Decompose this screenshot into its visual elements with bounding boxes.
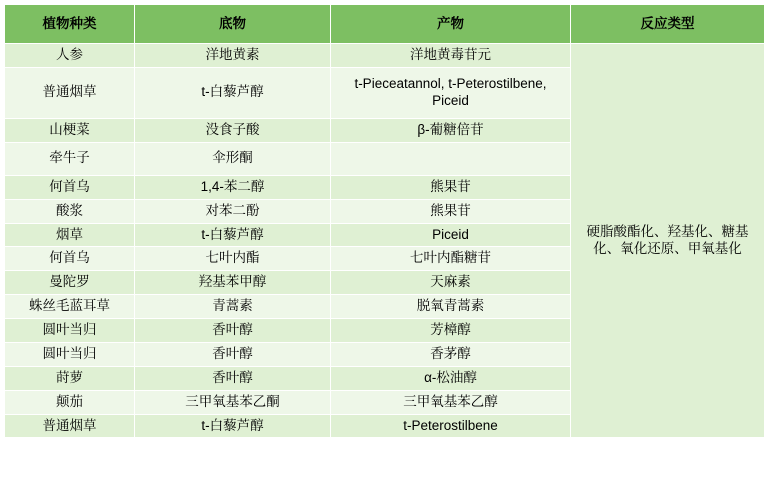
biotransformation-table [4, 4, 765, 438]
table-header [5, 5, 765, 44]
cell-substrate: 洋地黄素 [135, 44, 331, 68]
cell-product: 熊果苷 [331, 175, 571, 199]
cell-plant: 人参 [5, 44, 135, 68]
cell-substrate: 没食子酸 [135, 118, 331, 142]
cell-plant: 蛛丝毛蓝耳草 [5, 295, 135, 319]
column-header-reaction-type: 反应类型 [571, 5, 765, 44]
cell-product: 熊果苷 [331, 199, 571, 223]
cell-substrate: t-白藜芦醇 [135, 414, 331, 438]
cell-plant: 圆叶当归 [5, 342, 135, 366]
column-header-product: 产物 [331, 5, 571, 44]
cell-reaction-type: 硬脂酸酯化、羟基化、糖基化、氧化还原、甲氧基化 [571, 44, 765, 438]
cell-product: t-Peterostilbene [331, 414, 571, 438]
table-row [5, 44, 765, 68]
cell-plant: 牵牛子 [5, 142, 135, 175]
cell-plant: 颠茄 [5, 390, 135, 414]
cell-substrate: 香叶醇 [135, 366, 331, 390]
cell-plant: 酸浆 [5, 199, 135, 223]
cell-plant: 何首乌 [5, 175, 135, 199]
cell-substrate: 三甲氧基苯乙酮 [135, 390, 331, 414]
cell-plant: 普通烟草 [5, 414, 135, 438]
cell-substrate: 伞形酮 [135, 142, 331, 175]
cell-product: α-松油醇 [331, 366, 571, 390]
cell-product: 七叶内酯糖苷 [331, 247, 571, 271]
cell-product: Piceid [331, 223, 571, 247]
cell-plant: 莳萝 [5, 366, 135, 390]
cell-plant: 圆叶当归 [5, 319, 135, 343]
cell-substrate: 香叶醇 [135, 319, 331, 343]
cell-plant: 普通烟草 [5, 67, 135, 118]
cell-plant: 烟草 [5, 223, 135, 247]
column-header-plant: 植物种类 [5, 5, 135, 44]
cell-product [331, 142, 571, 175]
cell-product: t-Pieceatannol, t-Peterostilbene, Piceid [331, 67, 571, 118]
table-body [5, 44, 765, 438]
cell-product: 三甲氧基苯乙醇 [331, 390, 571, 414]
cell-product: 香茅醇 [331, 342, 571, 366]
cell-substrate: 香叶醇 [135, 342, 331, 366]
cell-substrate: 对苯二酚 [135, 199, 331, 223]
cell-product: 天麻素 [331, 271, 571, 295]
cell-plant: 曼陀罗 [5, 271, 135, 295]
header-row [5, 5, 765, 44]
cell-substrate: t-白藜芦醇 [135, 67, 331, 118]
cell-substrate: t-白藜芦醇 [135, 223, 331, 247]
cell-substrate: 1,4-苯二醇 [135, 175, 331, 199]
column-header-substrate: 底物 [135, 5, 331, 44]
cell-product: 洋地黄毒苷元 [331, 44, 571, 68]
cell-substrate: 青蒿素 [135, 295, 331, 319]
cell-product: 脱氧青蒿素 [331, 295, 571, 319]
cell-product: 芳樟醇 [331, 319, 571, 343]
cell-plant: 山梗菜 [5, 118, 135, 142]
cell-substrate: 羟基苯甲醇 [135, 271, 331, 295]
cell-product: β-葡糖倍苷 [331, 118, 571, 142]
cell-substrate: 七叶内酯 [135, 247, 331, 271]
cell-plant: 何首乌 [5, 247, 135, 271]
